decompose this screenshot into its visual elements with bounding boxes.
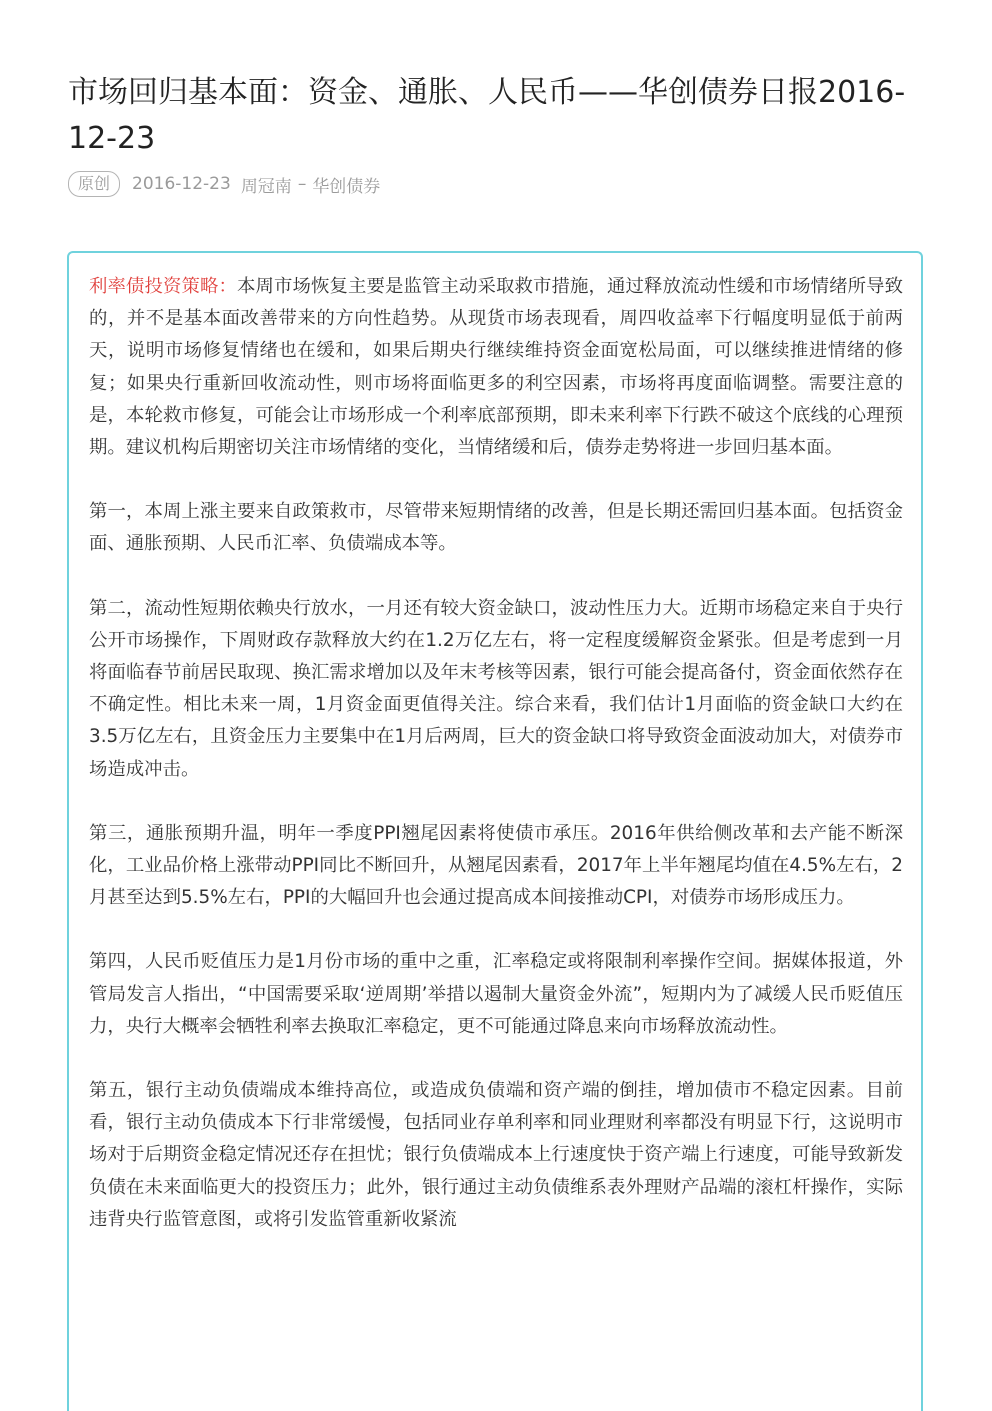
paragraph-1: 第一，本周上涨主要来自政策救市，尽管带来短期情绪的改善，但是长期还需回归基本面。包括资金面、通胀预期、人民币汇率、负债端成本等。: [89, 501, 903, 555]
article-meta: [68, 170, 380, 198]
original-badge: 原创: [68, 171, 120, 197]
paragraph-4: 第四，人民币贬值压力是1月份市场的重中之重，汇率稳定或将限制利率操作空间。据媒体报道，外管局发言人指出，“中国需要采取‘逆周期’举措以遏制大量资金外流”，短期内为了减缓人民币贬值压力，央行大概率会牺牲利率去换取汇率稳定，更不可能通过降息来向市场释放流动性。: [89, 951, 903, 1037]
lead-text: 本周市场恢复主要是监管主动采取救市措施，通过释放流动性缓和市场情绪所导致的，并不是基本面改善带来的方向性趋势。从现货市场表现看，周四收益率下行幅度明显低于前两天，说明市场修复情绪也在缓和，如果后期央行继续维持资金面宽松局面，可以继续推进情绪的修复；如果央行重新回收流动性，则市场将面临更多的利空因素，市场将再度面临调整。需要注意的是，本轮救市修复，可能会让市场形成一个利率底部预期，即未来利率下行跌不破这个底线的心理预期。建议机构后期密切关注市场情绪的变化，当情绪缓和后，债券走势将进一步回归基本面。: [89, 276, 903, 459]
paragraph-2: 第二，流动性短期依赖央行放水，一月还有较大资金缺口，波动性压力大。近期市场稳定来自于央行公开市场操作，下周财政存款释放大约在1.2万亿左右，将一定程度缓解资金紧张。但是考虑到一月将面临春节前居民取现、换汇需求增加以及年末考核等因素，银行可能会提高备付，资金面依然存在不确定性。相比未来一周，1月资金面更值得关注。综合来看，我们估计1月面临的资金缺口大约在3.5万亿左右，且资金压力主要集中在1月后两周，巨大的资金缺口将导致资金面波动加大，对债券市场造成冲击。: [89, 597, 903, 780]
publish-date: 2016-12-23: [132, 174, 231, 194]
article-title: 市场回归基本面：资金、通胀、人民币——华创债券日报2016-12-23: [68, 75, 906, 156]
author-name[interactable]: 周冠南: [240, 176, 292, 197]
article-content-box: [67, 251, 923, 1411]
strategy-label: 利率债投资策略：: [89, 276, 238, 297]
source-name[interactable]: 华创债券: [312, 176, 381, 197]
lead-paragraph: [89, 271, 903, 464]
meta-separator: –: [297, 174, 307, 194]
paragraph-3: 第三，通胀预期升温，明年一季度PPI翘尾因素将使债市承压。2016年供给侧改革和去产能不断深化，工业品价格上涨带动PPI同比不断回升，从翘尾因素看，2017年上半年翘尾均值在4.5%左右，2月甚至达到5.5%左右，PPI的大幅回升也会通过提高成本间接推动CPI，对债券市场形成压力。: [89, 822, 903, 909]
paragraph-5: 第五，银行主动负债端成本维持高位，或造成负债端和资产端的倒挂，增加债市不稳定因素。目前看，银行主动负债成本下行非常缓慢，包括同业存单利率和同业理财利率都没有明显下行，这说明市场对于后期资金稳定情况还存在担忧；银行负债端成本上行速度快于资产端上行速度，可能导致新发负债在未来面临更大的投资压力；此外，银行通过主动负债维系表外理财产品端的滚杠杆操作，实际违背央行监管意图，或将引发监管重新收紧流: [89, 1080, 903, 1230]
